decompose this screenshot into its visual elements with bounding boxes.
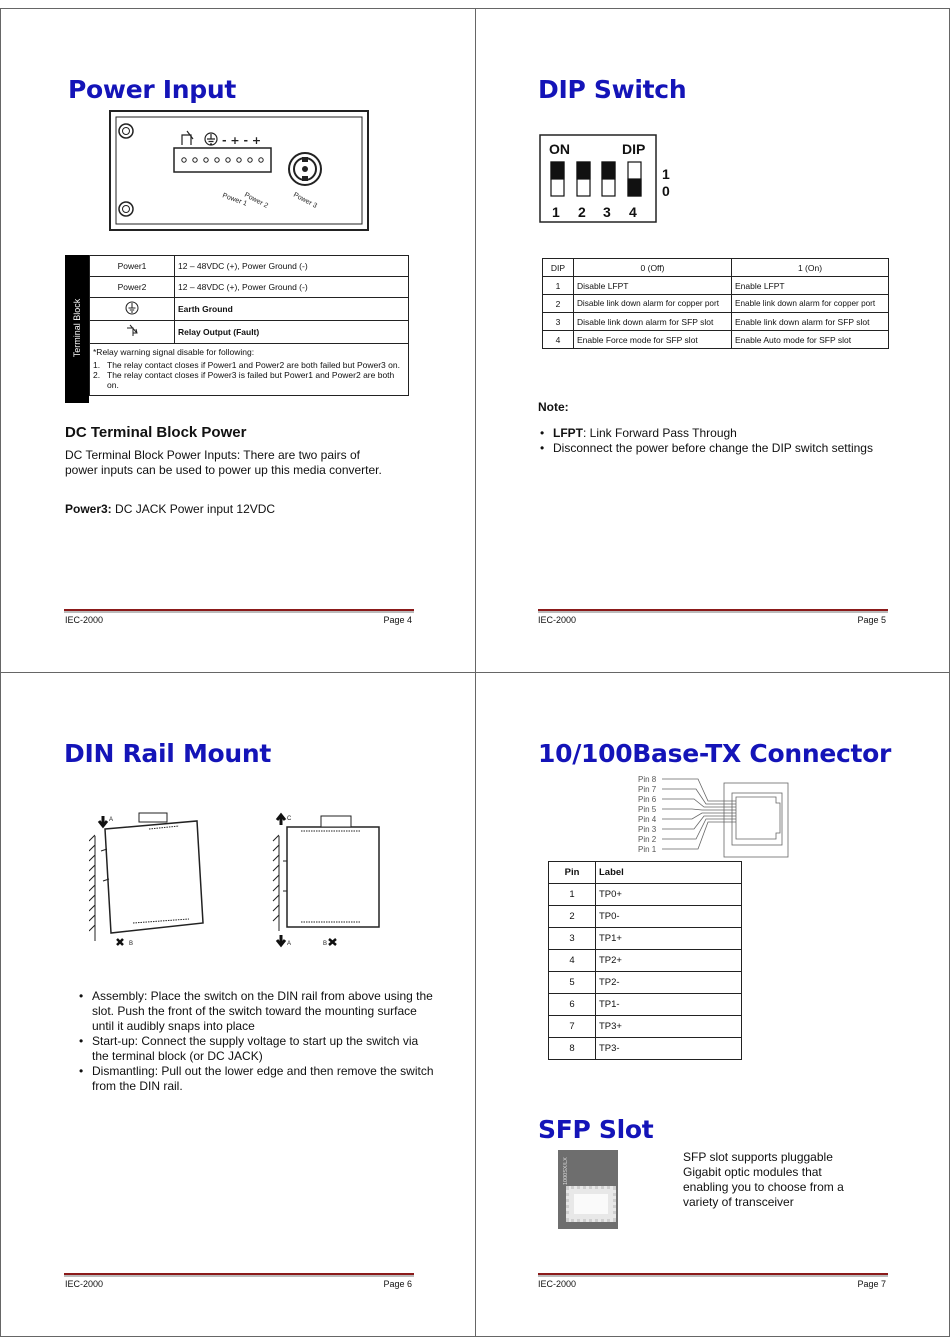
table-cell: TP1- — [596, 994, 742, 1016]
sfp-slot-heading: SFP Slot — [538, 1115, 654, 1144]
column-header: DIP — [543, 259, 574, 277]
polarity-label: - + - + — [222, 134, 262, 147]
table-cell: 5 — [549, 972, 596, 994]
page-title: Power Input — [68, 75, 237, 104]
relay-item-text: The relay contact closes if Power3 is failed but Power1 and Power2 are both on. — [107, 370, 395, 390]
footer-page-number: Page 4 — [383, 615, 412, 625]
footer-left: IEC-2000 — [65, 1279, 104, 1289]
table-row — [90, 256, 409, 277]
power2-label: Power 2 — [243, 191, 270, 210]
table-cell: 1 — [549, 884, 596, 906]
table-header-row — [543, 259, 889, 277]
sfp-description: SFP slot supports pluggable Gigabit optic modules that enabling you to choose from a variety of transceiver — [683, 1150, 844, 1209]
table-cell: Earth Ground — [175, 298, 409, 321]
table-cell: Enable Force mode for SFP slot — [574, 331, 732, 349]
power3-label: Power 3 — [292, 191, 319, 210]
footer-left: IEC-2000 — [65, 615, 104, 625]
table-cell: TP2+ — [596, 950, 742, 972]
table-cell: 3 — [543, 313, 574, 331]
table-cell: Enable link down alarm for SFP slot — [732, 313, 889, 331]
dip-number: 1 — [552, 204, 560, 220]
footer-page-number: Page 7 — [857, 1279, 886, 1289]
footer-left: IEC-2000 — [538, 615, 577, 625]
pin-label: Pin 8 — [638, 775, 657, 784]
table-header-row — [549, 862, 742, 884]
label-c: C — [287, 816, 292, 822]
table-cell: Enable link down alarm for copper port — [732, 295, 889, 313]
terminal-block-label: Terminal Block — [72, 298, 82, 358]
footer-rule — [64, 609, 414, 613]
label-a: A — [109, 817, 114, 823]
pin-table — [548, 861, 742, 1060]
table-row — [90, 321, 409, 344]
power3-text: DC JACK Power input 12VDC — [111, 502, 276, 516]
table-cell: TP2- — [596, 972, 742, 994]
table-cell: 4 — [549, 950, 596, 972]
table-cell: TP1+ — [596, 928, 742, 950]
page-7 — [475, 672, 950, 1337]
note-text: : Link Forward Pass Through — [583, 426, 737, 440]
list-item — [553, 426, 923, 441]
table-row — [543, 313, 889, 331]
power3-bold: Power3: — [65, 502, 112, 516]
table-row — [549, 1016, 742, 1038]
table-cell: Disable link down alarm for SFP slot — [574, 313, 732, 331]
table-cell: Relay Output (Fault) — [175, 321, 409, 344]
relay-note: *Relay warning signal disable for following: — [93, 347, 255, 357]
table-cell: 2 — [549, 906, 596, 928]
table-row — [549, 1038, 742, 1060]
section-heading: DC Terminal Block Power — [65, 424, 247, 441]
label-a: A — [287, 941, 292, 947]
table-cell: Power1 — [90, 256, 175, 277]
label-b: B — [323, 941, 328, 947]
table-cell: 8 — [549, 1038, 596, 1060]
paragraph: DC Terminal Block Power Inputs: There are two pairs of power inputs can be used to power up this media converter. — [65, 448, 382, 477]
table-cell: 1 — [543, 277, 574, 295]
table-row — [549, 884, 742, 906]
page-4 — [0, 8, 476, 673]
table-cell: 12 – 48VDC (+), Power Ground (-) — [175, 277, 409, 298]
table-row — [549, 972, 742, 994]
table-cell: Enable Auto mode for SFP slot — [732, 331, 889, 349]
note-label: Note: — [538, 400, 569, 414]
table-row — [90, 344, 409, 396]
column-header: Label — [596, 862, 742, 884]
dip-number: 4 — [629, 204, 637, 220]
note-text: Disconnect the power before change the DIP switch settings — [553, 441, 873, 455]
terminal-block-sidebar — [65, 255, 89, 403]
list-item: • Start-up: Connect the supply voltage to start up the switch via the terminal block (or DC JACK) — [92, 1034, 437, 1064]
terminal-block-table — [89, 255, 409, 396]
footer-left: IEC-2000 — [538, 1279, 577, 1289]
dip-switch-graphic — [538, 133, 678, 225]
table-cell: 12 – 48VDC (+), Power Ground (-) — [175, 256, 409, 277]
power3-line — [65, 502, 275, 516]
table-cell: 4 — [543, 331, 574, 349]
table-cell: TP3+ — [596, 1016, 742, 1038]
sfp-port-opening — [566, 1186, 616, 1222]
dip-number: 3 — [603, 204, 611, 220]
note-list — [539, 426, 923, 456]
footer-rule — [538, 1273, 888, 1277]
table-cell: Power2 — [90, 277, 175, 298]
table-cell: Disable link down alarm for copper port — [574, 295, 732, 313]
pin-label: Pin 3 — [638, 825, 657, 834]
table-cell: TP0+ — [596, 884, 742, 906]
pin-label: Pin 7 — [638, 785, 657, 794]
table-row — [549, 928, 742, 950]
pin-label: Pin 2 — [638, 835, 657, 844]
page-title: DIN Rail Mount — [64, 739, 272, 768]
footer-rule — [64, 1273, 414, 1277]
pin-label: Pin 6 — [638, 795, 657, 804]
sfp-module-label: 1000SX/LX — [563, 1157, 569, 1185]
label-b: B — [129, 941, 134, 947]
table-row — [543, 277, 889, 295]
pin-label: Pin 4 — [638, 815, 657, 824]
page-6 — [0, 672, 476, 1337]
list-item: • Assembly: Place the switch on the DIN rail from above using the slot. Push the front of the switch toward the mounting surface until it audibly snaps into place — [92, 989, 437, 1034]
pin-label: Pin 5 — [638, 805, 657, 814]
earth-ground-icon — [125, 301, 139, 315]
dip-on-label: ON — [549, 141, 570, 157]
table-row — [90, 298, 409, 321]
pin-label: Pin 1 — [638, 845, 657, 854]
relay-item-text: The relay contact closes if Power1 and Power2 are both failed but Power3 on. — [107, 360, 400, 370]
list-item — [553, 441, 923, 456]
din-rail-assembly-diagram — [89, 811, 214, 951]
rj45-pinout-diagram — [636, 773, 796, 861]
table-cell: 6 — [549, 994, 596, 1016]
column-header: 0 (Off) — [574, 259, 732, 277]
page-title: 10/100Base-TX Connector — [538, 739, 892, 768]
footer-rule — [538, 609, 888, 613]
relay-icon — [125, 324, 139, 338]
power1-label: Power 1 — [221, 192, 248, 208]
table-row — [549, 994, 742, 1016]
table-row — [549, 950, 742, 972]
table-cell — [90, 321, 175, 344]
page-5 — [475, 8, 950, 673]
table-row — [549, 906, 742, 928]
table-cell: Enable LFPT — [732, 277, 889, 295]
dip-one-label: 1 — [662, 166, 670, 182]
footer-page-number: Page 6 — [383, 1279, 412, 1289]
column-header: 1 (On) — [732, 259, 889, 277]
dip-zero-label: 0 — [662, 183, 670, 199]
table-cell: 3 — [549, 928, 596, 950]
bullet-list — [78, 989, 437, 1094]
dip-number: 2 — [578, 204, 586, 220]
list-item: 2. The relay contact closes if Power3 is failed but Power1 and Power2 are both on. — [93, 370, 405, 390]
page-title: DIP Switch — [538, 75, 687, 104]
table-cell: TP0- — [596, 906, 742, 928]
dip-label: DIP — [622, 141, 646, 157]
dc-jack-icon — [289, 153, 321, 185]
note-bold: LFPT — [553, 426, 583, 440]
table-cell: 7 — [549, 1016, 596, 1038]
relay-note-cell — [90, 344, 409, 396]
sfp-module-image — [558, 1150, 618, 1229]
table-row — [90, 277, 409, 298]
column-header: Pin — [549, 862, 596, 884]
power-input-diagram — [107, 109, 372, 234]
footer-page-number: Page 5 — [857, 615, 886, 625]
dip-table — [542, 258, 889, 349]
table-cell: 2 — [543, 295, 574, 313]
table-row — [543, 331, 889, 349]
din-rail-dismantle-diagram — [269, 811, 389, 951]
table-cell: Disable LFPT — [574, 277, 732, 295]
table-cell — [90, 298, 175, 321]
table-cell: TP3- — [596, 1038, 742, 1060]
list-item: 1. The relay contact closes if Power1 and Power2 are both failed but Power3 on. — [93, 360, 405, 370]
table-row — [543, 295, 889, 313]
list-item: • Dismantling: Pull out the lower edge and then remove the switch from the DIN rail. — [92, 1064, 437, 1094]
